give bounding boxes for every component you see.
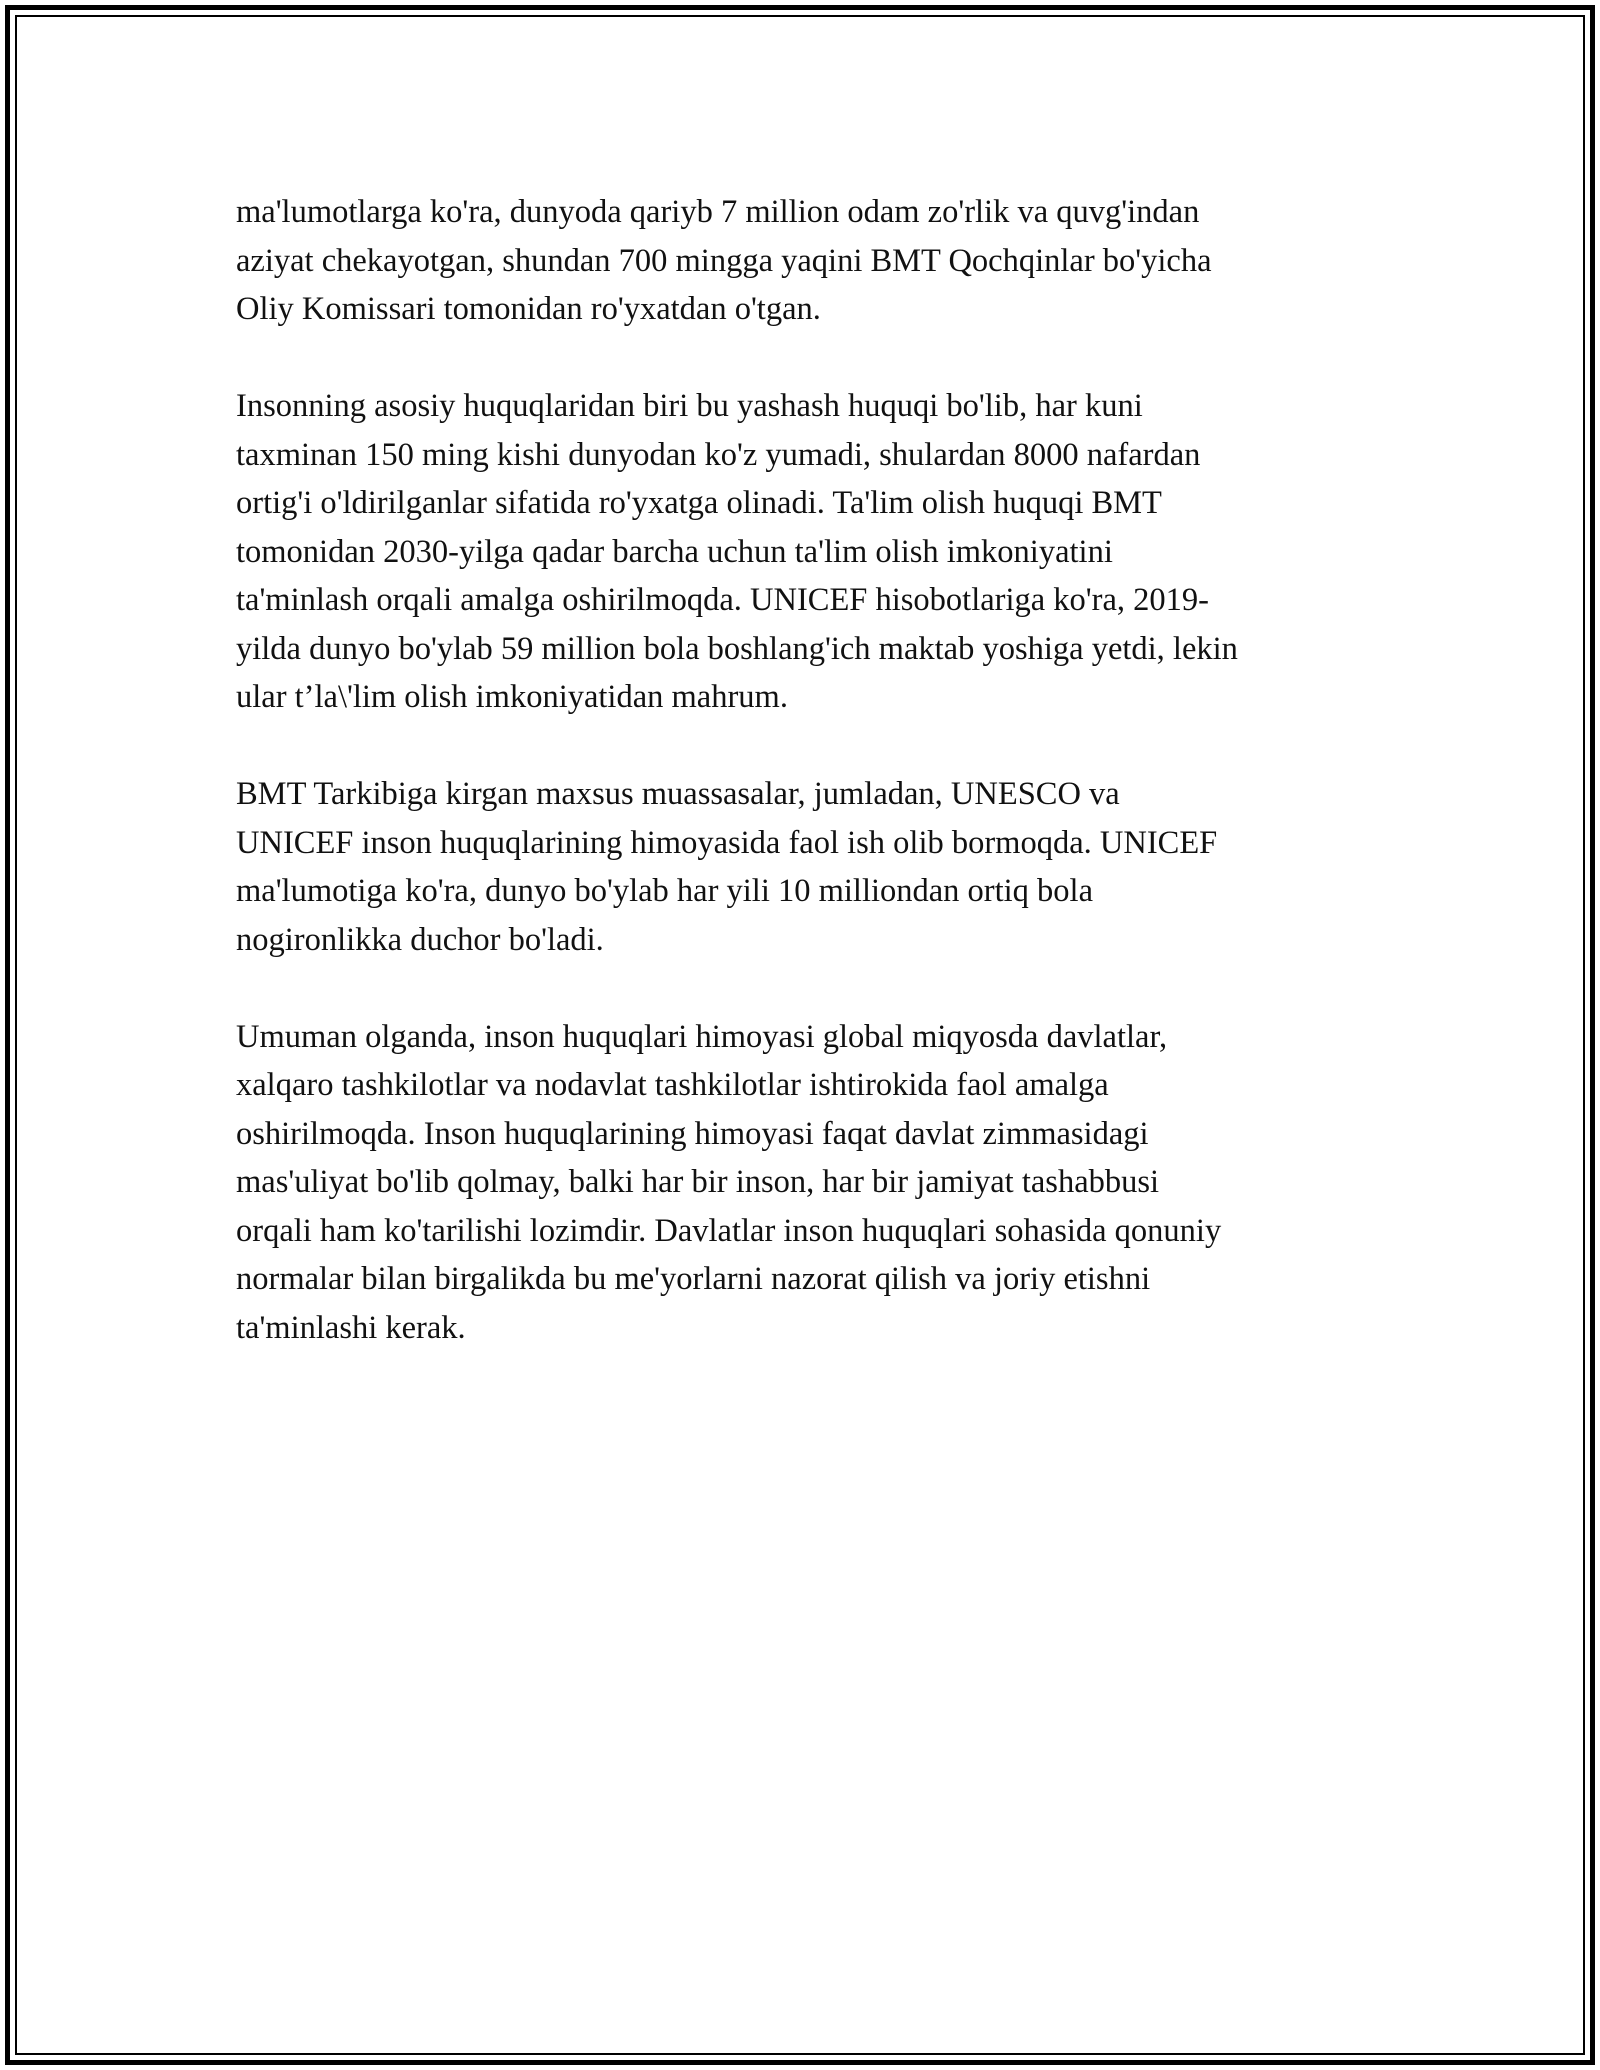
- text-line: UNICEF inson huquqlarining himoyasida faol ish olib bormoqda. UNICEF: [236, 824, 1218, 861]
- text-line: ta'minlash orqali amalga oshirilmoqda. UNICEF hisobotlariga ko'ra, 2019-: [236, 582, 1209, 618]
- text-line: yilda dunyo bo'ylab 59 million bola boshlang'ich maktab yoshiga yetdi, lekin: [236, 630, 1238, 667]
- text-line: ta'minlashi kerak.: [236, 1309, 466, 1346]
- text-line: taxminan 150 ming kishi dunyodan ko'z yumadi, shulardan 8000 nafardan: [236, 436, 1201, 473]
- text-line: tomonidan 2030-yilga qadar barcha uchun ta'lim olish imkoniyatini: [236, 533, 1113, 570]
- text-line: ular t’la\'lim olish imkoniyatidan mahrum.: [236, 679, 788, 715]
- text-line: Oliy Komissari tomonidan ro'yxatdan o'tgan.: [236, 291, 821, 327]
- text-line: xalqaro tashkilotlar va nodavlat tashkilotlar ishtirokida faol amalga: [236, 1067, 1109, 1103]
- text-line: Umuman olganda, inson huquqlari himoyasi global miqyosda davlatlar,: [236, 1018, 1168, 1055]
- text-line: normalar bilan birgalikda bu me'yorlarni nazorat qilish va joriy etishni: [236, 1261, 1151, 1297]
- text-line: Insonning asosiy huquqlaridan biri bu yashash huquqi bo'lib, har kuni: [236, 388, 1143, 424]
- text-line: ma'lumotiga ko'ra, dunyo bo'ylab har yili 10 milliondan ortiq bola: [236, 873, 1094, 909]
- text-line: oshirilmoqda. Inson huquqlarining himoyasi faqat davlat zimmasidagi: [236, 1115, 1149, 1152]
- paragraph-3: [236, 770, 1386, 964]
- document-body: [236, 188, 1386, 1401]
- text-line: mas'uliyat bo'lib qolmay, balki har bir inson, har bir jamiyat tashabbusi: [236, 1164, 1160, 1200]
- paragraph-4: [236, 1013, 1386, 1353]
- text-line: orqali ham ko'tarilishi lozimdir. Davlatlar inson huquqlari sohasida qonuniy: [236, 1212, 1222, 1249]
- text-line: ortig'i o'ldirilganlar sifatida ro'yxatga olinadi. Ta'lim olish huquqi BMT: [236, 485, 1162, 521]
- paragraph-2: [236, 382, 1386, 722]
- text-line: aziyat chekayotgan, shundan 700 mingga yaqini BMT Qochqinlar bo'yicha: [236, 242, 1212, 279]
- text-line: ma'lumotlarga ko'ra, dunyoda qariyb 7 million odam zo'rlik va quvg'indan: [236, 194, 1200, 230]
- text-line: BMT Tarkibiga kirgan maxsus muassasalar, jumladan, UNESCO va: [236, 776, 1120, 812]
- text-line: nogironlikka duchor bo'ladi.: [236, 921, 604, 958]
- paragraph-1: [236, 188, 1386, 334]
